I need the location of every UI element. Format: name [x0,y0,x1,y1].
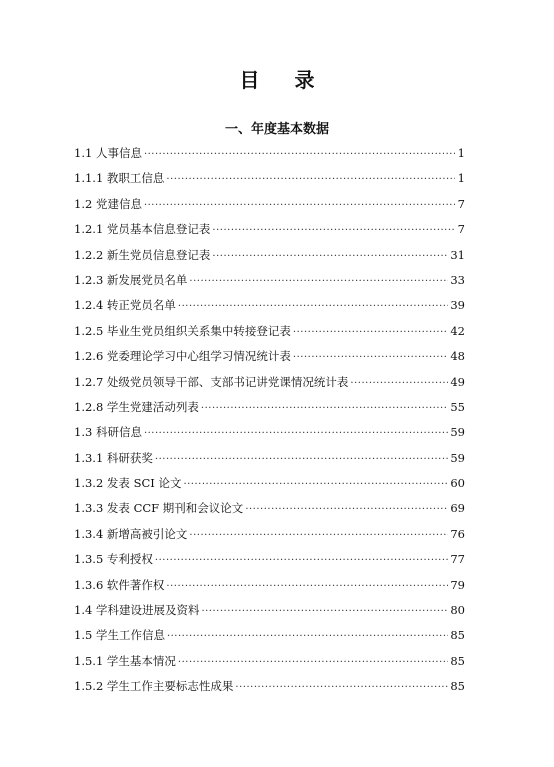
toc-entry-page-number: 48 [450,349,465,364]
toc-entry[interactable] [74,221,465,246]
toc-entry-label: 1.2.7 处级党员领导干部、支部书记讲党课情况统计表 [74,374,349,389]
toc-dot-leader [167,629,448,645]
toc-entry-label: 1.2.6 党委理论学习中心组学习情况统计表 [74,349,291,364]
toc-entry-label: 1.2.4 转正党员名单 [74,298,176,313]
toc-entry-page-number: 31 [450,247,465,262]
toc-entry-page-number: 42 [450,323,465,338]
toc-dot-leader [183,477,448,493]
toc-dot-leader [144,147,455,163]
toc-entry-page-number: 60 [450,476,465,491]
section-heading: 一、年度基本数据 [224,122,329,137]
toc-entry[interactable] [74,196,465,221]
toc-entry-label: 1.2.8 学生党建活动列表 [74,399,199,414]
toc-entry[interactable] [74,500,465,525]
toc-dot-leader [350,376,448,392]
toc-entry-page-number: 1 [457,171,465,186]
toc-entry[interactable] [74,297,465,322]
toc-dot-leader [212,249,448,265]
toc-entry-label: 1.5.1 学生基本情况 [74,653,176,668]
toc-dot-leader [201,604,448,620]
toc-entry-page-number: 7 [457,196,465,211]
toc-dot-leader [144,198,455,214]
toc-entry-label: 1.1 人事信息 [74,146,142,160]
toc-entry-label: 1.3 科研信息 [74,425,142,440]
toc-dot-leader [293,350,448,366]
toc-dot-leader [212,223,455,239]
toc-entry-label: 1.2 党建信息 [74,196,142,211]
table-of-contents [74,145,465,704]
toc-entry-label: 1.5.2 学生工作主要标志性成果 [74,679,234,694]
toc-dot-leader [178,299,448,315]
toc-dot-leader [201,401,448,417]
toc-entry-label: 1.2.2 新生党员信息登记表 [74,247,211,262]
toc-entry[interactable] [74,653,465,678]
toc-entry[interactable] [74,272,465,297]
toc-entry-label: 1.3.5 专利授权 [74,552,153,567]
toc-dot-leader [144,426,448,442]
toc-entry-page-number: 7 [457,222,465,237]
toc-entry-label: 1.3.6 软件著作权 [74,577,165,592]
toc-entry-label: 1.2.3 新发展党员名单 [74,272,188,287]
toc-entry-page-number: 85 [450,653,465,668]
toc-entry-page-number: 85 [450,628,465,643]
toc-entry[interactable] [74,247,465,272]
toc-entry[interactable] [74,577,465,602]
toc-entry-page-number: 85 [450,679,465,694]
toc-dot-leader [293,325,448,341]
toc-entry-page-number: 59 [450,425,465,440]
toc-entry-page-number: 33 [450,272,465,287]
toc-entry-page-number: 1 [457,146,465,160]
toc-dot-leader [155,452,448,468]
toc-dot-leader [155,553,448,569]
toc-entry[interactable] [74,627,465,652]
toc-entry[interactable] [74,475,465,500]
toc-entry-page-number: 69 [450,501,465,516]
toc-entry-label: 1.5 学生工作信息 [74,628,165,643]
toc-entry-label: 1.3.1 科研获奖 [74,450,153,465]
toc-entry-page-number: 76 [450,526,465,541]
toc-entry[interactable] [74,450,465,475]
toc-entry-page-number: 80 [450,603,465,618]
toc-dot-leader [189,528,448,544]
toc-entry-label: 1.3.4 新增高被引论文 [74,526,188,541]
toc-dot-leader [166,579,448,595]
toc-entry[interactable] [74,602,465,627]
toc-entry-label: 1.4 学科建设进展及资料 [74,603,200,618]
toc-entry-page-number: 79 [450,577,465,592]
toc-entry-page-number: 59 [450,450,465,465]
toc-entry-label: 1.1.1 教职工信息 [74,171,165,186]
toc-entry[interactable] [74,348,465,373]
toc-dot-leader [178,655,448,671]
toc-entry[interactable] [74,399,465,424]
toc-entry[interactable] [74,374,465,399]
toc-entry[interactable] [74,145,465,170]
page-title: 目 录 [239,68,329,92]
toc-entry-page-number: 49 [450,374,465,389]
toc-entry[interactable] [74,323,465,348]
toc-entry-label: 1.3.2 发表 SCI 论文 [74,476,182,491]
toc-entry[interactable] [74,424,465,449]
toc-dot-leader [245,502,448,518]
toc-dot-leader [235,680,448,696]
toc-entry[interactable] [74,526,465,551]
toc-entry[interactable] [74,551,465,576]
toc-entry[interactable] [74,170,465,195]
toc-dot-leader [166,172,455,188]
toc-entry-page-number: 77 [450,552,465,567]
toc-entry-label: 1.2.1 党员基本信息登记表 [74,222,211,237]
toc-dot-leader [189,274,448,290]
toc-entry[interactable] [74,678,465,703]
toc-entry-label: 1.2.5 毕业生党员组织关系集中转接登记表 [74,323,291,338]
toc-entry-page-number: 39 [450,298,465,313]
toc-entry-page-number: 55 [450,399,465,414]
toc-entry-label: 1.3.3 发表 CCF 期刊和会议论文 [74,501,244,516]
